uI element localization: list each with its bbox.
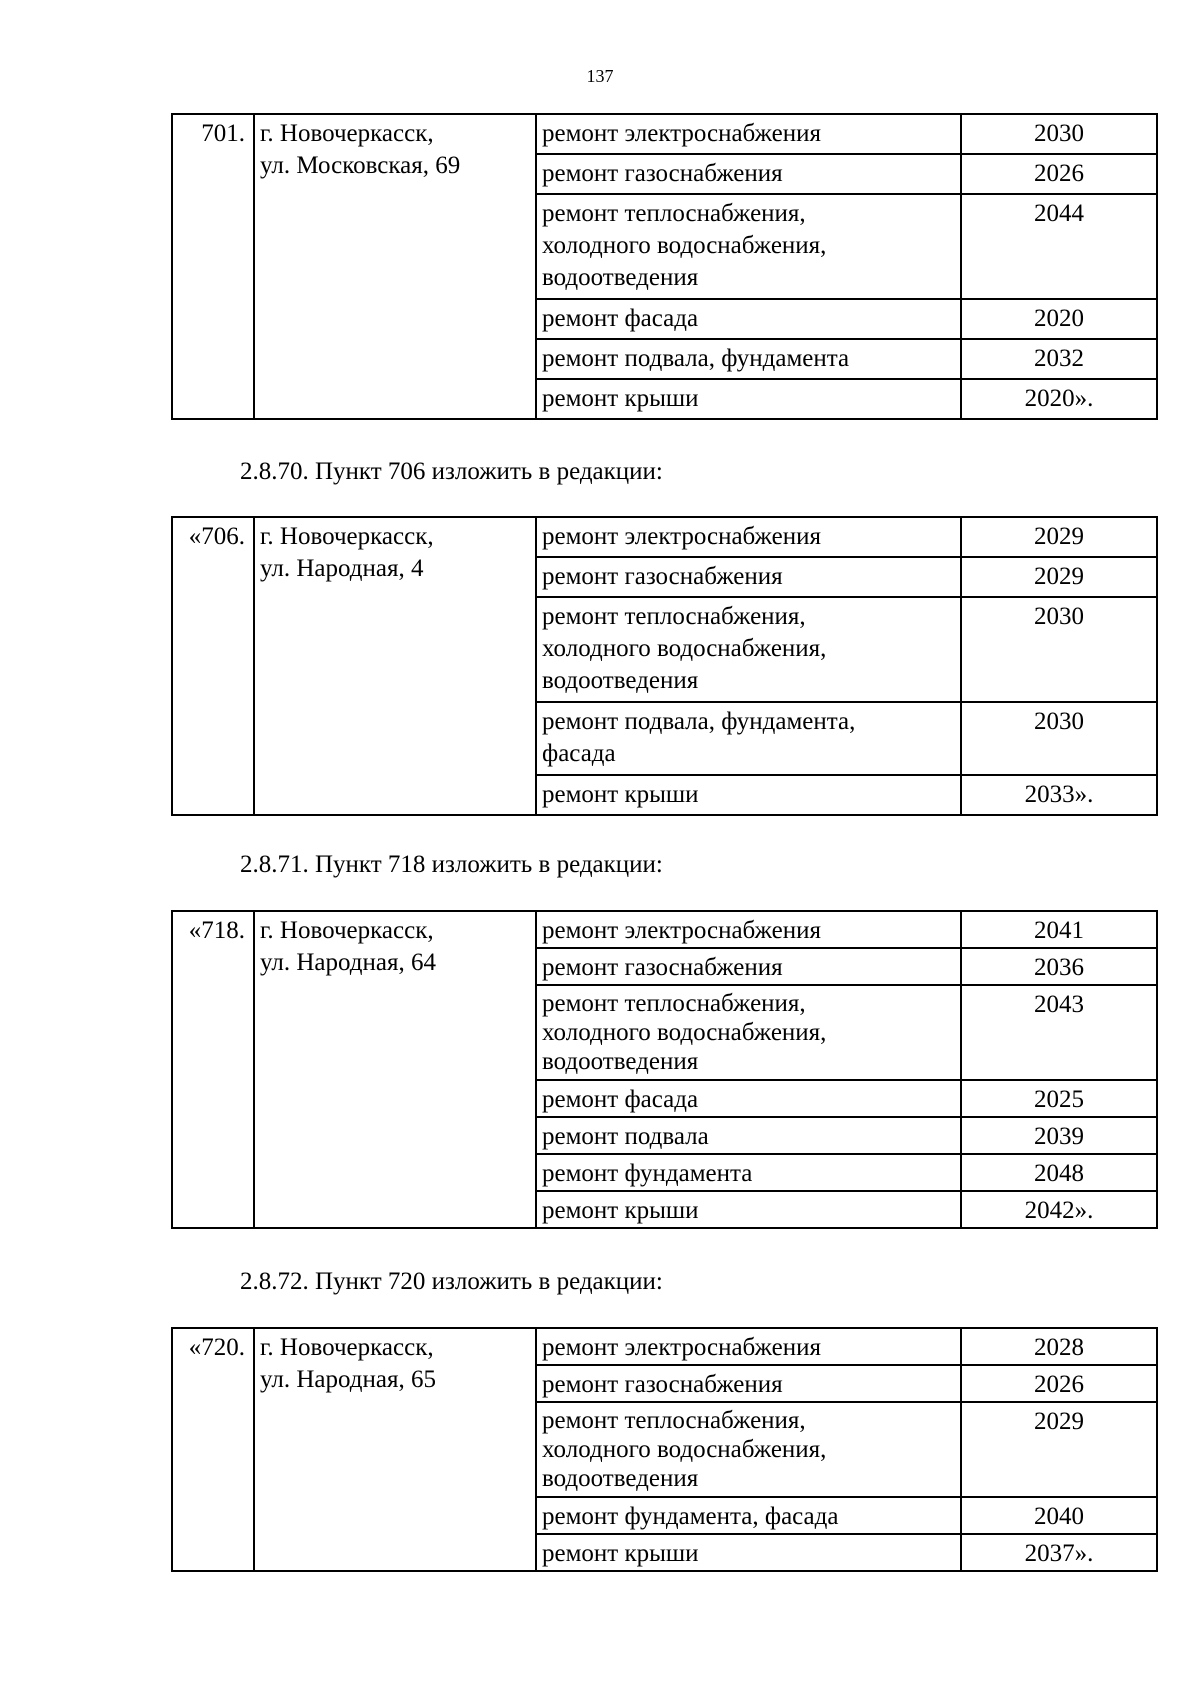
work-year: 2042». (961, 1191, 1157, 1228)
work-year: 2029 (961, 557, 1157, 597)
item-number: «720. (172, 1328, 254, 1571)
address-street: ул. Народная, 4 (260, 555, 424, 582)
item-number: 701. (172, 114, 254, 419)
work-year: 2020 (961, 299, 1157, 339)
work-type: ремонт крыши (536, 775, 961, 815)
work-type: ремонт теплоснабжения, холодного водоснабжения, водоотведения (536, 597, 961, 702)
work-year: 2030 (961, 702, 1157, 775)
work-type: ремонт газоснабжения (536, 557, 961, 597)
work-type: ремонт фундамента (536, 1154, 961, 1191)
address-city: г. Новочеркасск, (260, 523, 434, 550)
work-type: ремонт подвала (536, 1117, 961, 1154)
section-heading: 2.8.72. Пункт 720 изложить в редакции: (240, 1268, 663, 1295)
work-type: ремонт газоснабжения (536, 948, 961, 985)
work-type: ремонт газоснабжения (536, 154, 961, 194)
item-number: «718. (172, 911, 254, 1228)
work-type: ремонт электроснабжения (536, 114, 961, 154)
work-type: ремонт фасада (536, 299, 961, 339)
address-city: г. Новочеркасск, (260, 1334, 434, 1361)
work-type: ремонт крыши (536, 1534, 961, 1571)
page-number: 137 (586, 66, 614, 86)
work-year: 2029 (961, 1402, 1157, 1497)
work-year: 2033». (961, 775, 1157, 815)
work-type: ремонт фундамента, фасада (536, 1497, 961, 1534)
section-heading: 2.8.70. Пункт 706 изложить в редакции: (240, 458, 663, 485)
address-street: ул. Московская, 69 (260, 152, 461, 179)
work-year: 2020». (961, 379, 1157, 419)
address-cell (254, 911, 536, 1228)
work-year: 2043 (961, 985, 1157, 1080)
work-type: ремонт подвала, фундамента (536, 339, 961, 379)
works-table-706 (171, 516, 1158, 816)
address-cell (254, 1328, 536, 1571)
work-type: ремонт фасада (536, 1080, 961, 1117)
work-year: 2041 (961, 911, 1157, 948)
section-heading: 2.8.71. Пункт 718 изложить в редакции: (240, 851, 663, 878)
work-type: ремонт теплоснабжения, холодного водоснабжения, водоотведения (536, 985, 961, 1080)
work-type: ремонт газоснабжения (536, 1365, 961, 1402)
works-table-701 (171, 113, 1158, 420)
work-year: 2048 (961, 1154, 1157, 1191)
work-type: ремонт теплоснабжения, холодного водоснабжения, водоотведения (536, 194, 961, 299)
work-type: ремонт электроснабжения (536, 911, 961, 948)
work-year: 2025 (961, 1080, 1157, 1117)
address-street: ул. Народная, 65 (260, 1366, 437, 1393)
address-city: г. Новочеркасск, (260, 917, 434, 944)
item-number: «706. (172, 517, 254, 815)
work-year: 2039 (961, 1117, 1157, 1154)
address-cell (254, 517, 536, 815)
work-year: 2030 (961, 597, 1157, 702)
work-year: 2026 (961, 1365, 1157, 1402)
works-table-720 (171, 1327, 1158, 1572)
address-cell (254, 114, 536, 419)
work-year: 2026 (961, 154, 1157, 194)
work-year: 2028 (961, 1328, 1157, 1365)
address-street: ул. Народная, 64 (260, 949, 437, 976)
work-type: ремонт подвала, фундамента, фасада (536, 702, 961, 775)
work-type: ремонт крыши (536, 379, 961, 419)
work-year: 2032 (961, 339, 1157, 379)
work-year: 2036 (961, 948, 1157, 985)
work-type: ремонт электроснабжения (536, 517, 961, 557)
works-table-718 (171, 910, 1158, 1229)
address-city: г. Новочеркасск, (260, 120, 434, 147)
work-year: 2037». (961, 1534, 1157, 1571)
work-type: ремонт крыши (536, 1191, 961, 1228)
work-year: 2044 (961, 194, 1157, 299)
work-type: ремонт теплоснабжения, холодного водоснабжения, водоотведения (536, 1402, 961, 1497)
work-year: 2030 (961, 114, 1157, 154)
work-type: ремонт электроснабжения (536, 1328, 961, 1365)
work-year: 2029 (961, 517, 1157, 557)
work-year: 2040 (961, 1497, 1157, 1534)
